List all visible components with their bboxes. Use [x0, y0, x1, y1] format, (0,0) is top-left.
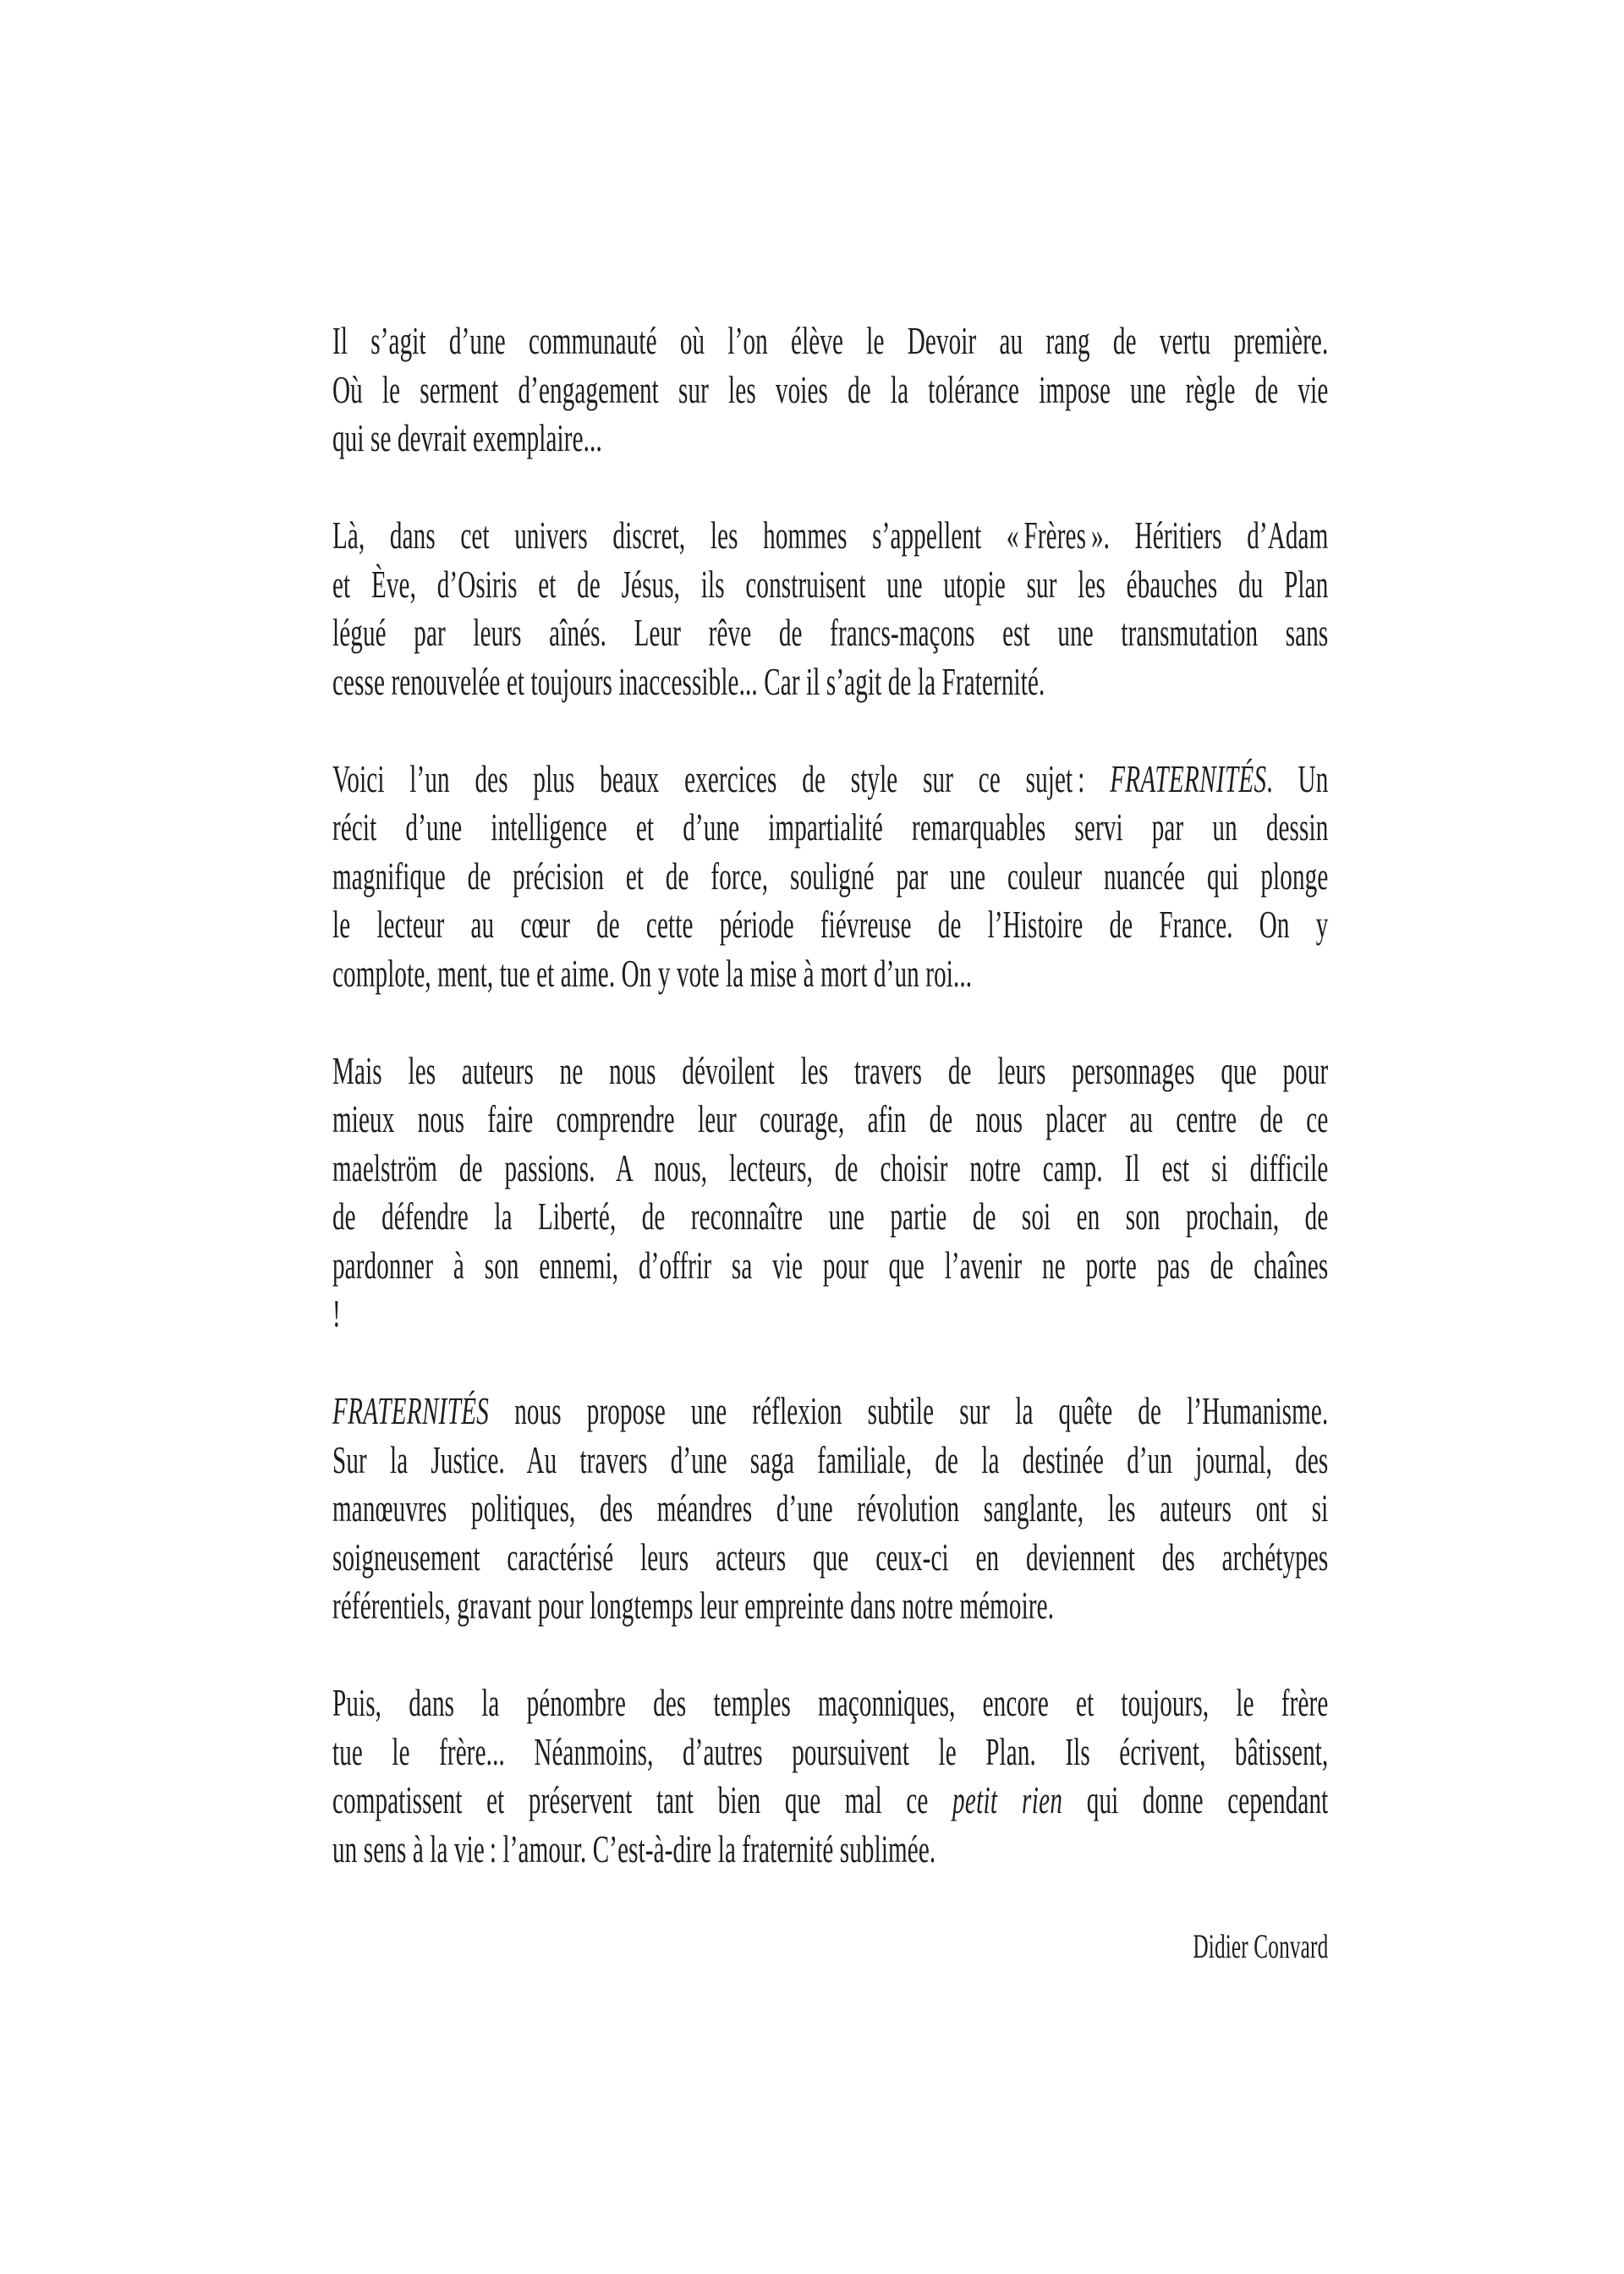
text-line: magnifique de précision et de force, souligné par une couleur nuancée qui plonge	[332, 854, 1329, 898]
text-line: référentiels, gravant pour longtemps leur empreinte dans notre mémoire.	[332, 1584, 1055, 1627]
text-line: Puis, dans la pénombre des temples maçonniques, encore et toujours, le frère	[332, 1681, 1329, 1724]
paragraph-container	[332, 316, 1328, 1873]
text-line: manœuvres politiques, des méandres d’une révolution sanglante, les auteurs ont si	[332, 1486, 1329, 1530]
preface-text-block	[332, 316, 1328, 1970]
text-line: Là, dans cet univers discret, les hommes s’appellent « Frères ». Héritiers d’Adam	[332, 514, 1329, 557]
text-line: complote, ment, tue et aime. On y vote la mise à mort d’un roi...	[332, 951, 973, 995]
paragraph	[332, 1387, 1328, 1630]
text-line: le lecteur au cœur de cette période fiévreuse de l’Histoire de France. On y	[332, 903, 1329, 946]
paragraph	[332, 1678, 1328, 1873]
text-line: récit d’une intelligence et d’une impartialité remarquables servi par un dessin	[332, 805, 1329, 849]
text-line: et Ève, d’Osiris et de Jésus, ils construisent une utopie sur les ébauches du Plan	[332, 562, 1329, 606]
text-line: de défendre la Liberté, de reconnaître une partie de soi en son prochain, de	[332, 1195, 1329, 1238]
paragraph	[332, 1046, 1328, 1338]
italic-title-text: FRATERNITÉS	[332, 1389, 490, 1432]
paragraph	[332, 755, 1328, 998]
text-line: qui se devrait exemplaire...	[332, 416, 602, 459]
paragraph	[332, 316, 1328, 463]
text-line: un sens à la vie : l’amour. C’est-à-dire la fraternité sublimée.	[332, 1826, 936, 1870]
author-signature: Didier Convard	[1193, 1926, 1329, 1965]
text-line: compatissent et préservent tant bien que mal ce petit rien qui donne cependant	[332, 1778, 1329, 1821]
text-line: mieux nous faire comprendre leur courage, afin de nous placer au centre de ce	[332, 1097, 1329, 1140]
text-line: soigneusement caractérisé leurs acteurs que ceux-ci en deviennent des archétypes	[332, 1535, 1329, 1579]
text-line: pardonner à son ennemi, d’offrir sa vie pour que l’avenir ne porte pas de chaînes	[332, 1243, 1329, 1287]
italic-title-text: petit rien	[952, 1778, 1063, 1821]
text-line: légué par leurs aînés. Leur rêve de francs-maçons est une transmutation sans	[332, 611, 1329, 654]
text-line: !	[332, 1292, 341, 1335]
paragraph	[332, 511, 1328, 706]
text-line: FRATERNITÉS nous propose une réflexion subtile sur la quête de l’Humanisme.	[332, 1389, 1329, 1432]
text-line: maelström de passions. A nous, lecteurs, de choisir notre camp. Il est si difficile	[332, 1145, 1329, 1189]
text-line: Mais les auteurs ne nous dévoilent les travers de leurs personnages que pour	[332, 1048, 1329, 1092]
text-line: Il s’agit d’une communauté où l’on élève le Devoir au rang de vertu première.	[332, 319, 1329, 362]
text-line: tue le frère... Néanmoins, d’autres poursuivent le Plan. Ils écrivent, bâtissent,	[332, 1729, 1329, 1773]
italic-title-text: FRATERNITÉS	[1110, 756, 1267, 800]
text-line: Voici l’un des plus beaux exercices de style sur ce sujet : FRATERNITÉS. Un	[332, 756, 1329, 800]
text-line: Sur la Justice. Au travers d’une saga familiale, de la destinée d’un journal, des	[332, 1437, 1329, 1481]
text-line: Où le serment d’engagement sur les voies de la tolérance impose une règle de vie	[332, 367, 1329, 411]
text-line: cesse renouvelée et toujours inaccessible... Car il s’agit de la Fraternité.	[332, 659, 1045, 703]
